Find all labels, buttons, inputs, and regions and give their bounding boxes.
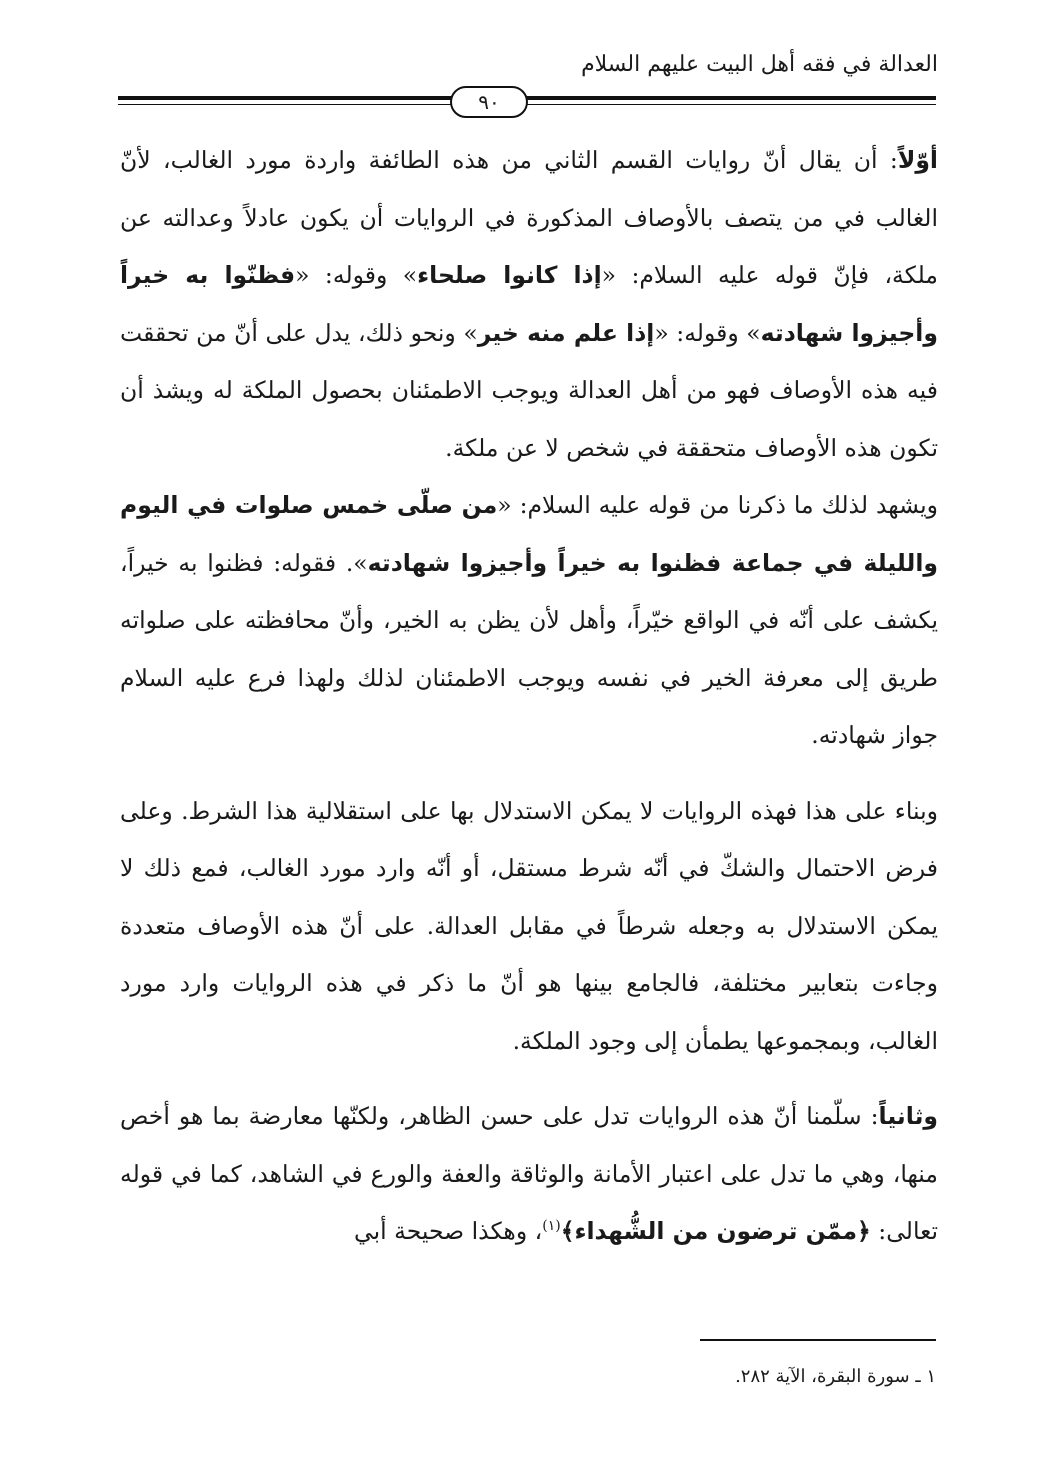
bold-text: من صلّى خمس صلوات في اليوم والليلة في جماعة فظنوا به خيراً وأجيزوا شهادته — [120, 491, 938, 577]
footnote-rule — [700, 1339, 936, 1341]
body-text — [120, 132, 938, 1261]
text: ». فقوله: فظنوا به خيراً، يكشف على أنّه في الواقع خيّراً، وأهل لأن يظن به الخير، وأنّ محافظته على صلواته طريق إلى معرفة الخير في نفسه ويوجب الاطمئنان لذلك ولهذا فرع عليه السلام جواز شهادته. — [120, 548, 938, 749]
bold-text: وثانياً — [878, 1102, 938, 1130]
bold-text: أوّلاً — [897, 146, 938, 174]
text: ويشهد لذلك ما ذكرنا من قوله عليه السلام: « — [497, 491, 938, 519]
paragraph — [120, 783, 938, 1071]
page-number: ٩٠ — [450, 86, 528, 118]
bold-text: إذا علم منه خير — [477, 318, 655, 347]
text: » وقوله: « — [654, 318, 761, 347]
text: ، وهكذا صحيحة أبي — [354, 1217, 543, 1245]
running-title: العدالة في فقه أهل البيت عليهم السلام — [581, 52, 938, 77]
footnote: ١ ـ سورة البقرة، الآية ٢٨٢. — [735, 1366, 936, 1387]
text: » ونحو ذلك، يدل على أنّ من تحققت فيه هذه الأوصاف فهو من أهل العدالة ويوجب الاطمئنان بحصول الملكة له ويشذ أن تكون هذه الأوصاف متحققة في شخص لا عن ملكة. — [120, 318, 938, 462]
paragraph — [120, 132, 938, 477]
text: وبناء على هذا فهذه الروايات لا يمكن الاستدلال بها على استقلالية هذا الشرط. وعلى فرض الاحتمال والشكّ في أنّه شرط مستقل، أو أنّه وارد مورد الغالب، فمع ذلك لا يمكن الاستدلال به وجعله شرطاً في مقابل العدالة. على أنّ هذه الأوصاف متعددة وجاءت بتعابير مختلفة، فالجامع بينها هو أنّ ما ذكر في هذه الروايات وارد مورد الغالب، وبمجموعها يطمأن إلى وجود الملكة. — [120, 796, 938, 1055]
text: : أن يقال أنّ روايات القسم الثاني من هذه الطائفة واردة مورد الغالب، لأنّ الغالب في من يتصف بالأوصاف المذكورة في الروايات أن يكون عادلاً وعدالته عن ملكة، فإنّ قوله عليه السلام: « — [120, 146, 938, 289]
text: » وقوله: « — [295, 261, 418, 289]
text: : سلّمنا أنّ هذه الروايات تدل على حسن الظاهر، ولكنّها معارضة بما هو أخص منها، وهي ما تدل على اعتبار الأمانة والوثاقة والعفة والورع في الشاهد، كما في قوله تعالى: — [120, 1102, 938, 1245]
bold-text: ﴿ممّن ترضون من الشُّهداء﴾ — [560, 1217, 871, 1245]
bold-text: فظنّوا به خيراً وأجيزوا شهادته — [120, 261, 938, 347]
footnote-marker: (١) — [542, 1218, 561, 1235]
bold-text: إذا كانوا صلحاء — [417, 261, 602, 289]
paragraph — [120, 477, 938, 765]
paragraph — [120, 1088, 938, 1261]
